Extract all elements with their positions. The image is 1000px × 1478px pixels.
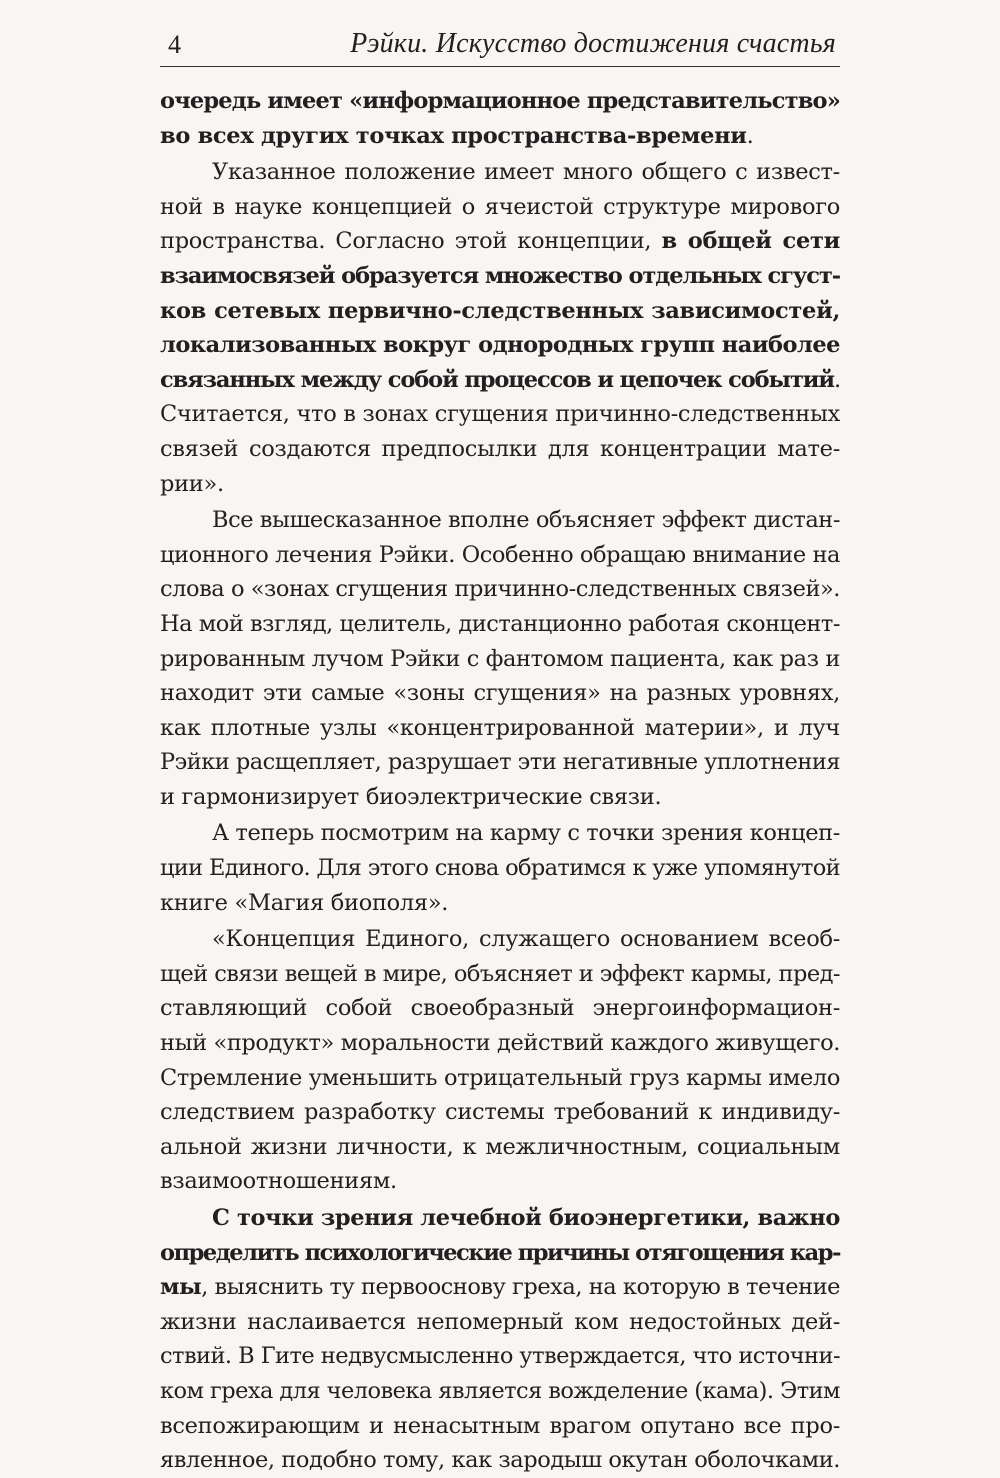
paragraph-4: А теперь посмотрим на карму с точки зрения концеп- ции Единого. Для этого снова обратимся к уже упомянутой книге «Магия биополя». [160,820,840,916]
bold-text: локализованных вокруг однородных групп наиболее [160,332,840,359]
paragraph-2: Указанное положение имеет много общего с извест- ной в науке концепцией о ячеистой структуре мирового пространства. Согласно этой концепции, в общей сети взаимосвязей образуется множество отдельных сгуст- ков сетевых первично-следственных зависимостей, локализованных вокруг однородных групп наиболее связанных между собой процессов и цепочек событий. Считается, что в зонах сгущения причинно-следственных связей создаются предпосылки для концентрации мате- рии». [160,159,840,497]
paragraph-3: Все вышесказанное вполне объясняет эффект дистан- ционного лечения Рэйки. Особенно обращаю внимание на слова о «зонах сгущения причинно-следственных связей». На мой взгляд, целитель, дистанционно работая сконцент- рированным лучом Рэйки с фантомом пациента, как раз и находит эти самые «зоны сгущения» на разных уровнях, как плотные узлы «концентрированной материи», и луч Рэйки расщепляет, разрушает эти негативные уплотнения и гармонизирует биоэлектрические связи. [160,507,840,810]
paragraph-1: очередь имеет «информационное представительство» во всех других точках пространства-времени. [160,88,840,149]
bold-text: определить психологические причины отягощения кар- [160,1239,840,1266]
body-text [160,84,840,1478]
bold-text: очередь имеет «информационное представительство» [160,88,840,114]
paragraph-6: С точки зрения лечебной биоэнергетики, важно определить психологические причины отягощения кар- мы, выяснить ту первооснову греха, на которую в течение жизни наслаивается непомерный ком недостойных дей- ствий. В Гите недвусмысленно утверждается, что источни- ком греха для человека является вожделение (кама). Этим всепожирающим и ненасытным врагом опутано все про- явленное, подобно тому, как зародыш окутан оболочками. [160,1205,840,1474]
paragraph-5: «Концепция Единого, служащего основанием всеоб- щей связи вещей в мире, объясняет и эффект кармы, пред- ставляющий собой своеобразный энергоинформацион- ный «продукт» моральности действий каждого живущего. Стремление уменьшить отрицательный груз кармы имело следствием разработку системы требований к индивиду- альной жизни личности, к межличностным, социальным взаимоотношениям. [160,926,840,1195]
page-number: 4 [168,30,181,59]
bold-text: во всех других точках пространства-времени [160,122,747,149]
bold-text: мы [160,1274,202,1301]
bold-text: взаимосвязей образуется множество отдельных сгуст- [160,262,840,289]
bold-text: связанных между собой процессов и цепочек событий [160,366,834,393]
bold-text: ков сетевых первично-следственных зависимостей, [160,297,840,324]
page-header [160,22,840,67]
bold-text: С точки зрения лечебной биоэнергетики, важно [212,1205,840,1231]
running-title: Рэйки. Искусство достижения счастья [350,28,836,59]
bold-text: в общей сети [661,228,840,255]
